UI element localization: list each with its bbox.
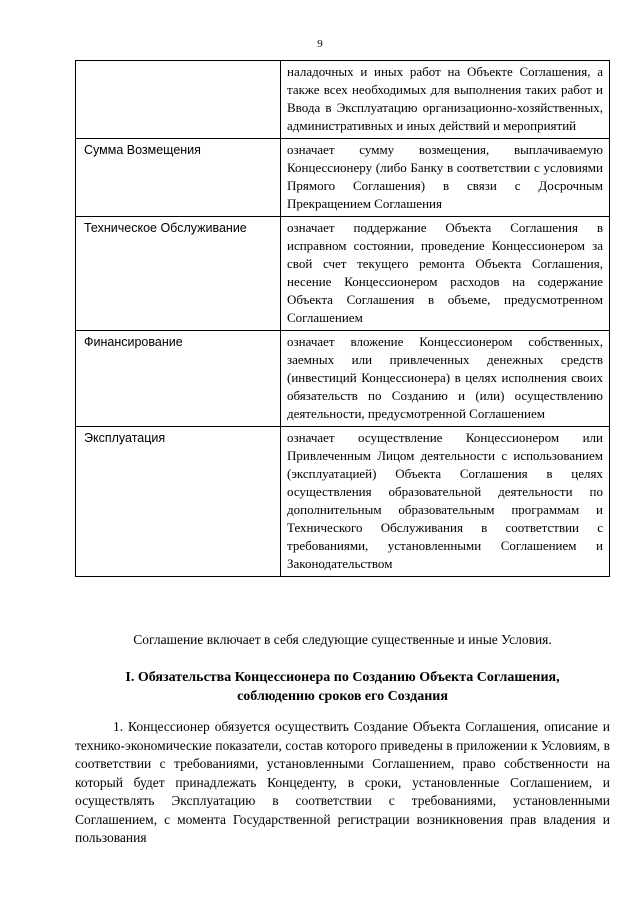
- term-cell: Финансирование: [76, 331, 281, 427]
- term-cell: Техническое Обслуживание: [76, 217, 281, 331]
- section-heading: [75, 668, 610, 706]
- table-row: [76, 331, 610, 427]
- page-number: 9: [317, 38, 323, 50]
- definition-cell: означает осуществление Концессионером или Привлеченным Лицом деятельности с использованием (эксплуатацией) Объекта Соглашения в целях осуществления образовательной деятельности по дополнительным образовательным программам и Технического Обслуживания в соответствии с требованиями, установленными Соглашением и Законодательством: [281, 427, 610, 577]
- table-row: [76, 139, 610, 217]
- section-heading-line-1: I. Обязательства Концессионера по Созданию Объекта Соглашения,: [125, 670, 560, 685]
- term-cell: [76, 61, 281, 139]
- term-cell: Сумма Возмещения: [76, 139, 281, 217]
- definition-cell: означает сумму возмещения, выплачиваемую Концессионеру (либо Банку в соответствии с условиями Прямого Соглашения) в связи с Досрочным Прекращением Соглашения: [281, 139, 610, 217]
- definition-cell: наладочных и иных работ на Объекте Соглашения, а также всех необходимых для выполнения таких работ и Ввода в Эксплуатацию организационно-хозяйственных, административных и иных действий и мероприятий: [281, 61, 610, 139]
- definition-cell: означает вложение Концессионером собственных, заемных или привлеченных денежных средств (инвестиций Концессионера) в целях исполнения своих обязательств по Созданию и (или) осуществлению деятельности, предусмотренной Соглашением: [281, 331, 610, 427]
- body-paragraph: 1. Концессионер обязуется осуществить Создание Объекта Соглашения, описание и технико-экономические показатели, состав которого приведены в приложении к Условиям, в соответствии с требованиями, установленными Соглашением, право собственности на который будет принадлежать Концеденту, в сроки, установленные Соглашением, и осуществлять Эксплуатацию в соответствии с требованиями, установленными Соглашением, с момента Государственной регистрации возникновения прав владения и пользования: [75, 719, 610, 845]
- intro-text: Соглашение включает в себя следующие существенные и иные Условия.: [133, 632, 552, 647]
- definition-cell: означает поддержание Объекта Соглашения в исправном состоянии, проведение Концессионером за свой счет текущего ремонта Объекта Соглашения, несение Концессионером расходов на содержание Объекта Соглашения в объеме, предусмотренном Соглашением: [281, 217, 610, 331]
- section-heading-line-2: соблюдению сроков его Создания: [237, 689, 448, 704]
- table-row: [76, 217, 610, 331]
- table-row: [76, 427, 610, 577]
- term-cell: Эксплуатация: [76, 427, 281, 577]
- definitions-table: [75, 60, 610, 577]
- table-row: [76, 61, 610, 139]
